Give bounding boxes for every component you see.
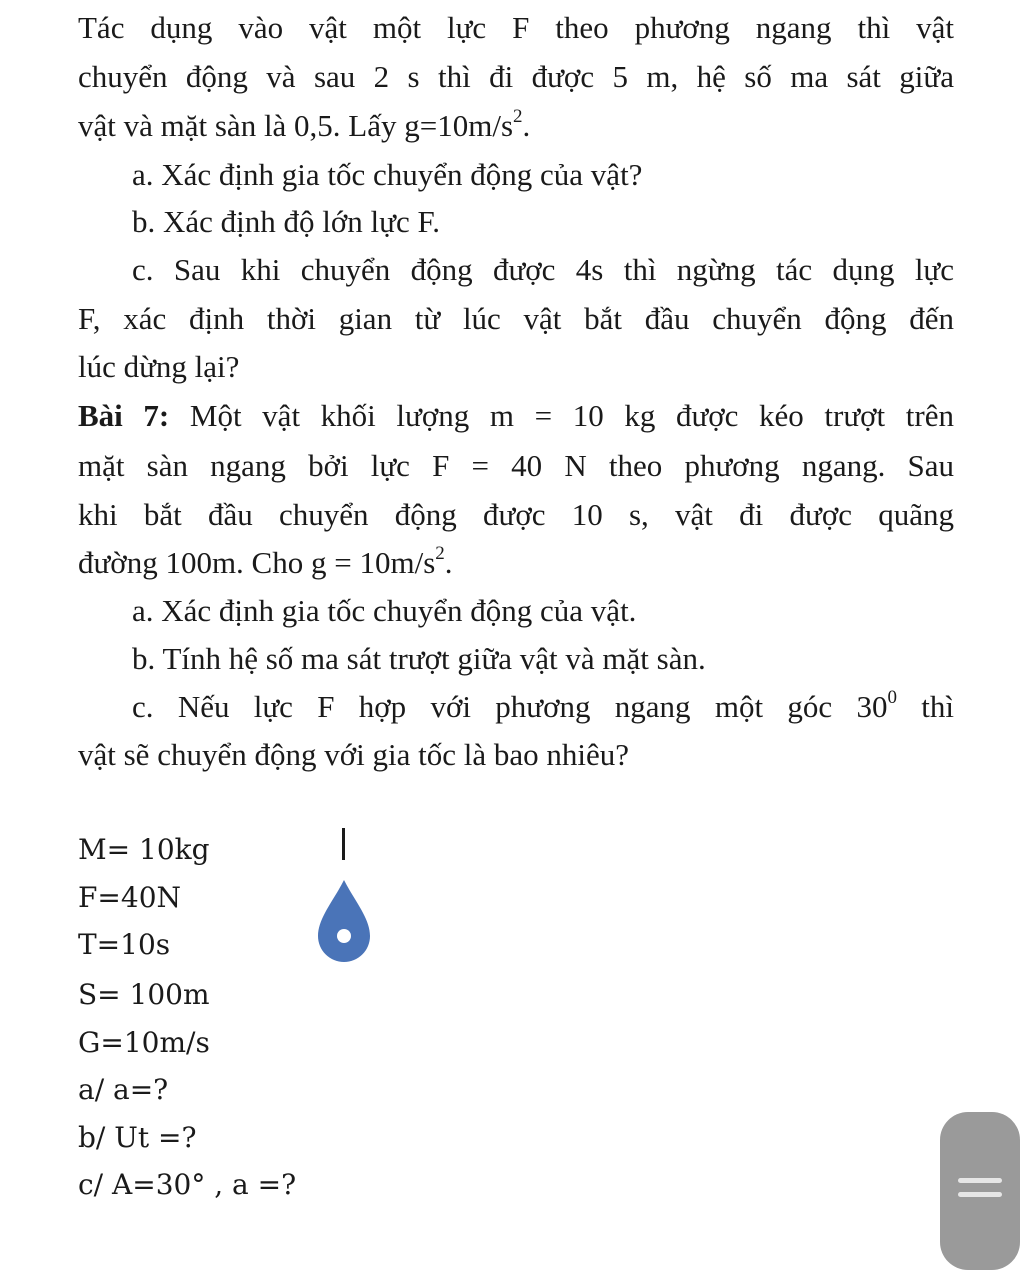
problem6-question-c-line-3: lúc dừng lại? [78, 349, 240, 384]
problem7-intro-line-1 [78, 393, 954, 439]
selection-handle-icon[interactable] [314, 878, 374, 966]
note-part-a: a/ a=? [78, 1073, 169, 1106]
problem6-period: . [522, 108, 531, 143]
problem6-question-c-line-2: F, xác định thời gian từ lúc vật bắt đầu chuyển động đến [78, 301, 954, 336]
note-part-c: c/ A=30° , a =? [78, 1168, 297, 1201]
problem6-question-b: b. Xác định độ lớn lực F. [132, 204, 440, 239]
problem6-intro-text: vật và mặt sàn là 0,5. Lấy g=10m/s [78, 108, 514, 143]
problem7-intro-text-1: Một vật khối lượng m = 10 kg được kéo trượt trên [169, 398, 954, 433]
problem7-degree-exponent: 0 [887, 687, 897, 708]
problem7-exponent: 2 [435, 543, 445, 564]
problem6-intro-line-1: Tác dụng vào vật một lực F theo phương ngang thì vật [78, 10, 954, 45]
note-time: T=10s [78, 928, 171, 961]
note-mass: M= 10kg [78, 833, 210, 866]
problem6-exponent: 2 [513, 106, 523, 127]
problem7-intro-line-3: khi bắt đầu chuyển động được 10 s, vật đi được quãng [78, 497, 954, 532]
problem6-question-a: a. Xác định gia tốc chuyển động của vật? [132, 157, 643, 192]
scroll-handle-icon[interactable] [940, 1112, 1020, 1270]
problem6-intro-line-2: chuyển động và sau 2 s thì đi được 5 m, hệ số ma sát giữa [78, 59, 954, 94]
note-part-b: b/ Ut =? [78, 1121, 197, 1154]
problem6-question-c-line-1: c. Sau khi chuyển động được 4s thì ngừng tác dụng lực [132, 252, 954, 287]
problem7-period: . [444, 545, 453, 580]
problem7-question-c-text: c. Nếu lực F hợp với phương ngang một góc 30 [132, 689, 888, 724]
note-gravity: G=10m/s [78, 1026, 210, 1059]
problem7-question-b: b. Tính hệ số ma sát trượt giữa vật và mặt sàn. [132, 641, 706, 676]
problem7-question-a: a. Xác định gia tốc chuyển động của vật. [132, 593, 637, 628]
problem7-question-c-line-2: vật sẽ chuyển động với gia tốc là bao nhiêu? [78, 737, 629, 772]
note-distance: S= 100m [78, 978, 210, 1011]
problem7-intro-line-4 [78, 540, 954, 586]
scroll-grip-line-top [958, 1178, 1002, 1183]
note-force: F=40N [78, 881, 182, 914]
problem7-intro-line-2: mặt sàn ngang bởi lực F = 40 N theo phương ngang. Sau [78, 448, 954, 483]
problem6-intro-line-3 [78, 103, 954, 149]
problem7-intro-text-4: đường 100m. Cho g = 10m/s [78, 545, 436, 580]
scroll-grip-line-bottom [958, 1192, 1002, 1197]
problem7-question-c-suffix: thì [896, 689, 954, 724]
text-cursor-icon [342, 828, 345, 860]
problem7-question-c-line-1 [132, 684, 954, 730]
problem7-label: Bài 7: [78, 398, 170, 433]
